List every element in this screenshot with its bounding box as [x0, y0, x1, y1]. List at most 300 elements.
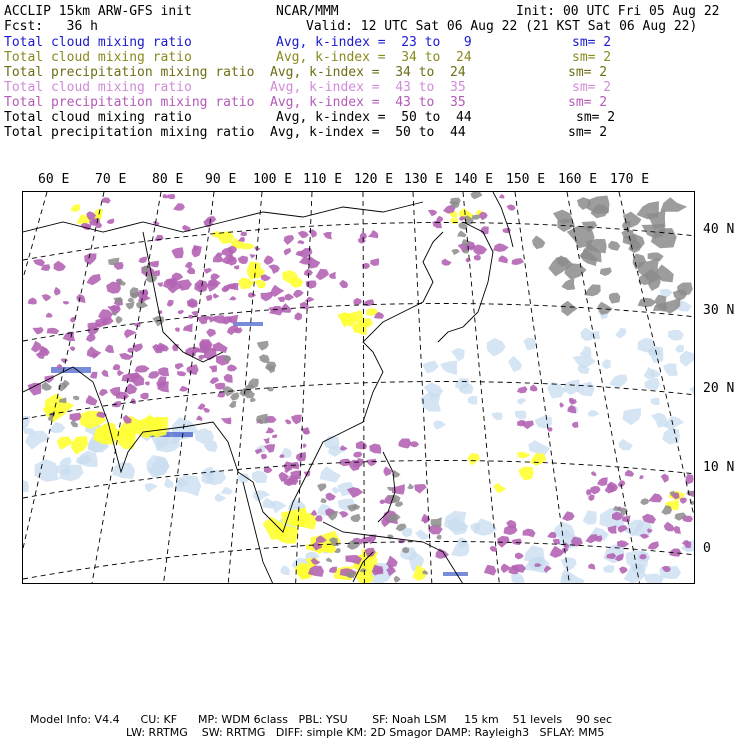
light-cloud-patch [553, 522, 574, 541]
gray-cloud-patch [394, 576, 401, 583]
field-sm: sm= 2 [576, 110, 616, 125]
gray-cloud-patch [73, 396, 79, 400]
purple-cloud-patch [227, 364, 237, 371]
purple-cloud-patch [261, 454, 268, 460]
purple-cloud-patch [183, 324, 193, 333]
gray-cloud-patch [660, 197, 687, 212]
purple-cloud-patch [588, 494, 594, 501]
purple-cloud-patch [208, 279, 221, 286]
purple-cloud-patch [139, 257, 147, 264]
purple-cloud-patch [268, 264, 280, 274]
purple-cloud-patch [221, 418, 231, 425]
purple-cloud-patch [639, 475, 643, 479]
purple-cloud-patch [84, 253, 96, 265]
gray-cloud-patch [152, 316, 164, 326]
purple-cloud-patch [240, 232, 247, 237]
plot-title: ACCLIP 15km ARW-GFS init [4, 4, 192, 19]
purple-cloud-patch [204, 268, 212, 274]
lon-label: 70 E [95, 172, 127, 187]
light-cloud-patch [23, 480, 29, 493]
gray-cloud-patch [116, 316, 123, 324]
purple-cloud-patch [213, 293, 220, 299]
gray-cloud-patch [320, 498, 327, 503]
field-avg: Avg, k-index = 43 to 35 [270, 95, 466, 110]
purple-cloud-patch [99, 389, 108, 396]
light-cloud-patch [415, 529, 430, 539]
model-info-line1: Model Info: V4.4 CU: KF MP: WDM 6class PBL: YSU SF: Noah LSM 15 km 51 levels 90 sec [30, 713, 613, 726]
purple-cloud-patch [46, 313, 53, 318]
purple-cloud-patch [508, 566, 519, 575]
purple-cloud-patch [619, 566, 628, 574]
meridian [363, 192, 364, 584]
field-sm: sm= 2 [572, 80, 612, 95]
purple-cloud-patch [187, 364, 199, 375]
lon-label: 170 E [610, 172, 650, 187]
purple-cloud-patch [398, 439, 412, 449]
light-cloud-patch [615, 328, 626, 339]
purple-cloud-patch [284, 248, 292, 256]
purple-cloud-patch [326, 493, 336, 501]
lat-label: 30 N [703, 303, 735, 318]
purple-cloud-patch [264, 444, 275, 453]
yellow-cloud-patch [254, 280, 266, 289]
gray-cloud-patch [257, 341, 269, 351]
purple-cloud-patch [285, 419, 292, 424]
light-cloud-patch [252, 470, 267, 483]
purple-cloud-patch [175, 327, 180, 331]
gray-cloud-patch [317, 484, 326, 492]
gray-cloud-patch [326, 558, 332, 563]
purple-cloud-patch [368, 230, 378, 238]
purple-cloud-patch [547, 532, 556, 538]
light-cloud-patch [440, 361, 457, 376]
lat-label: 10 N [703, 460, 735, 475]
purple-cloud-patch [339, 511, 349, 518]
field-avg: Avg, k-index = 34 to 24 [276, 50, 472, 65]
field-name: Total cloud mixing ratio [4, 50, 192, 65]
purple-cloud-patch [329, 272, 336, 279]
center-label: NCAR/MMM [276, 4, 339, 19]
purple-cloud-patch [625, 470, 634, 477]
light-cloud-patch [517, 398, 526, 405]
lon-label: 120 E [354, 172, 394, 187]
purple-cloud-patch [199, 355, 206, 361]
gray-cloud-patch [451, 249, 460, 255]
purple-cloud-patch [158, 282, 164, 287]
light-cloud-patch [561, 557, 577, 571]
purple-cloud-patch [591, 471, 597, 476]
purple-cloud-patch [617, 540, 629, 547]
purple-cloud-patch [414, 484, 426, 493]
purple-cloud-patch [187, 298, 198, 308]
purple-cloud-patch [664, 522, 675, 532]
purple-cloud-patch [249, 254, 256, 259]
light-cloud-patch [573, 355, 596, 368]
purple-cloud-patch [550, 546, 565, 558]
lon-label: 80 E [152, 172, 184, 187]
purple-cloud-patch [54, 287, 61, 296]
light-cloud-patch [422, 361, 439, 374]
gray-cloud-patch [41, 382, 52, 391]
purple-cloud-patch [562, 511, 575, 521]
purple-cloud-patch [172, 247, 184, 258]
gray-cloud-patch [457, 231, 467, 238]
field-sm: sm= 2 [568, 125, 608, 140]
purple-cloud-patch [105, 345, 114, 353]
purple-cloud-patch [277, 296, 285, 302]
yellow-cloud-patch [493, 483, 506, 494]
purple-cloud-patch [238, 256, 248, 265]
light-cloud-patch [451, 348, 464, 361]
light-cloud-patch [619, 439, 633, 451]
purple-cloud-patch [63, 301, 70, 304]
purple-cloud-patch [370, 258, 379, 266]
light-cloud-patch [602, 359, 611, 369]
purple-cloud-patch [316, 269, 330, 280]
light-cloud-patch [523, 338, 536, 351]
light-cloud-patch [433, 420, 446, 430]
purple-cloud-patch [297, 240, 304, 244]
purple-cloud-patch [134, 365, 149, 372]
light-cloud-patch [444, 511, 467, 532]
model-info-line2: LW: RRTMG SW: RRTMG DIFF: simple KM: 2D Smagor DAMP: Rayleigh3 SFLAY: MM5 [126, 726, 605, 739]
light-cloud-patch [579, 346, 591, 357]
purple-cloud-patch [353, 452, 362, 458]
purple-cloud-patch [102, 370, 109, 377]
purple-cloud-patch [206, 295, 212, 301]
lon-label: 130 E [404, 172, 444, 187]
purple-cloud-patch [178, 310, 184, 315]
purple-cloud-patch [567, 405, 576, 413]
purple-cloud-patch [303, 443, 307, 448]
yellow-cloud-patch [517, 452, 531, 459]
init-time: Init: 00 UTC Fri 05 Aug 22 [516, 4, 720, 19]
light-cloud-patch [644, 367, 655, 379]
purple-cloud-patch [110, 387, 121, 397]
purple-cloud-patch [466, 258, 472, 263]
forecast-hour: Fcst: 36 h [4, 19, 98, 34]
purple-cloud-patch [70, 346, 76, 351]
light-cloud-patch [651, 413, 667, 428]
purple-cloud-patch [57, 364, 62, 369]
valid-time: Valid: 12 UTC Sat 06 Aug 22 (21 KST Sat 06 Aug 22) [306, 19, 698, 34]
purple-cloud-patch [559, 402, 564, 408]
purple-cloud-patch [261, 274, 271, 281]
field-name: Total cloud mixing ratio [4, 80, 192, 95]
purple-cloud-patch [145, 381, 150, 385]
light-cloud-patch [221, 487, 233, 495]
gray-cloud-patch [126, 301, 135, 309]
purple-cloud-patch [298, 231, 309, 239]
purple-cloud-patch [196, 415, 202, 421]
purple-cloud-patch [119, 353, 134, 360]
gray-cloud-patch [407, 483, 414, 489]
light-cloud-patch [280, 565, 290, 575]
purple-cloud-patch [113, 364, 121, 370]
purple-cloud-patch [206, 329, 216, 338]
purple-cloud-patch [293, 290, 304, 298]
purple-cloud-patch [474, 255, 481, 261]
purple-cloud-patch [158, 367, 169, 376]
purple-cloud-patch [498, 255, 508, 263]
gray-cloud-patch [600, 267, 612, 276]
lon-label: 90 E [205, 172, 237, 187]
coastline [23, 232, 443, 532]
purple-cloud-patch [61, 358, 69, 363]
gray-cloud-patch [584, 284, 601, 296]
meridian [92, 192, 161, 584]
purple-cloud-patch [673, 526, 681, 534]
purple-cloud-patch [173, 203, 185, 211]
light-cloud-patch [474, 518, 497, 536]
gray-cloud-patch [229, 401, 237, 408]
purple-cloud-patch [339, 280, 348, 288]
purple-cloud-patch [264, 255, 274, 265]
purple-cloud-patch [512, 258, 525, 265]
purple-cloud-patch [481, 226, 489, 234]
yellow-cloud-patch [468, 453, 480, 466]
light-cloud-patch [48, 422, 65, 433]
purple-cloud-patch [185, 347, 196, 356]
purple-cloud-patch [90, 372, 97, 379]
light-cloud-patch [515, 410, 527, 419]
field-name: Total precipitation mixing ratio [4, 125, 255, 140]
lat-label: 0 [703, 541, 711, 556]
purple-cloud-patch [648, 493, 662, 502]
purple-cloud-patch [530, 385, 538, 392]
lon-label: 160 E [558, 172, 598, 187]
purple-cloud-patch [87, 346, 102, 357]
field-sm: sm= 2 [572, 50, 612, 65]
yellow-cloud-patch [518, 467, 533, 481]
purple-cloud-patch [493, 243, 509, 252]
purple-cloud-patch [680, 498, 687, 504]
light-cloud-patch [622, 408, 641, 425]
field-sm: sm= 2 [568, 95, 608, 110]
light-cloud-patch [609, 375, 627, 389]
light-cloud-patch [487, 338, 506, 357]
purple-cloud-patch [347, 487, 363, 498]
yellow-cloud-patch [282, 270, 298, 283]
purple-cloud-patch [265, 427, 274, 433]
field-avg: Avg, k-index = 43 to 35 [270, 80, 466, 95]
light-cloud-patch [468, 396, 478, 405]
yellow-cloud-patch [352, 322, 367, 335]
purple-cloud-patch [224, 374, 233, 383]
purple-cloud-patch [515, 553, 524, 560]
gray-cloud-patch [553, 210, 572, 224]
purple-cloud-patch [329, 567, 337, 573]
gray-cloud-patch [250, 398, 256, 402]
purple-cloud-patch [553, 539, 560, 545]
gray-cloud-patch [661, 505, 672, 515]
purple-cloud-patch [177, 371, 186, 376]
light-cloud-patch [34, 459, 58, 482]
gray-cloud-patch [387, 487, 393, 491]
purple-cloud-patch [306, 281, 317, 289]
purple-cloud-patch [210, 377, 220, 384]
field-avg: Avg, k-index = 34 to 24 [270, 65, 466, 80]
gray-cloud-patch [608, 241, 620, 251]
gray-cloud-patch [351, 514, 361, 522]
purple-cloud-patch [28, 298, 37, 305]
purple-cloud-patch [264, 467, 273, 474]
purple-cloud-patch [572, 422, 579, 428]
purple-cloud-patch [234, 265, 239, 269]
purple-cloud-patch [131, 398, 136, 404]
light-cloud-patch [508, 356, 522, 372]
purple-cloud-patch [442, 259, 452, 266]
light-cloud-patch [175, 475, 202, 496]
purple-cloud-patch [523, 529, 536, 538]
purple-cloud-patch [101, 197, 110, 203]
purple-cloud-patch [248, 292, 256, 298]
light-cloud-patch [145, 483, 158, 493]
purple-cloud-patch [175, 363, 184, 370]
purple-cloud-patch [392, 484, 405, 495]
coastline [493, 192, 513, 247]
light-cloud-patch [651, 398, 660, 405]
purple-cloud-patch [209, 365, 217, 372]
purple-cloud-patch [227, 325, 239, 335]
purple-cloud-patch [32, 327, 43, 335]
purple-cloud-patch [107, 218, 115, 224]
lon-label: 100 E [253, 172, 293, 187]
light-cloud-patch [491, 412, 502, 420]
lon-label: 60 E [38, 172, 70, 187]
purple-cloud-patch [356, 441, 367, 450]
purple-cloud-patch [272, 434, 278, 438]
purple-cloud-patch [304, 297, 314, 302]
lon-label: 150 E [506, 172, 546, 187]
field-avg: Avg, k-index = 50 to 44 [270, 125, 466, 140]
purple-cloud-patch [323, 232, 332, 239]
light-cloud-patch [588, 410, 599, 417]
purple-cloud-patch [354, 298, 363, 306]
light-cloud-patch [676, 345, 685, 353]
light-cloud-patch [644, 378, 660, 391]
gray-cloud-patch [437, 535, 442, 540]
yellow-cloud-patch [71, 436, 88, 455]
field-avg: Avg, k-index = 50 to 44 [276, 110, 472, 125]
yellow-cloud-patch [212, 231, 224, 238]
purple-cloud-patch [506, 204, 515, 210]
purple-cloud-patch [512, 539, 523, 546]
purple-cloud-patch [86, 395, 98, 406]
purple-cloud-patch [590, 486, 600, 495]
blue-cloud-streak [233, 322, 263, 326]
purple-cloud-patch [291, 415, 302, 425]
light-cloud-patch [215, 493, 227, 502]
field-name: Total precipitation mixing ratio [4, 65, 255, 80]
yellow-cloud-patch [530, 453, 546, 466]
gray-cloud-patch [128, 298, 135, 303]
gray-cloud-patch [640, 498, 649, 505]
yellow-cloud-patch [57, 437, 73, 450]
meridian [163, 192, 214, 584]
yellow-cloud-patch [239, 278, 255, 290]
purple-cloud-patch [366, 459, 376, 467]
purple-cloud-patch [284, 235, 294, 245]
purple-cloud-patch [517, 386, 528, 393]
purple-cloud-patch [54, 261, 66, 272]
purple-cloud-patch [203, 408, 210, 413]
purple-cloud-patch [661, 474, 669, 483]
purple-cloud-patch [369, 444, 381, 454]
gray-cloud-patch [561, 301, 578, 317]
light-cloud-patch [603, 565, 614, 573]
purple-cloud-patch [586, 489, 591, 495]
light-cloud-patch [164, 478, 174, 489]
purple-cloud-patch [42, 294, 52, 301]
purple-cloud-patch [167, 300, 174, 307]
light-cloud-patch [668, 330, 684, 341]
purple-cloud-patch [428, 210, 438, 217]
purple-cloud-patch [47, 328, 60, 334]
gray-cloud-patch [471, 192, 483, 199]
gray-cloud-patch [638, 298, 657, 307]
purple-cloud-patch [380, 499, 386, 504]
field-name: Total cloud mixing ratio [4, 110, 192, 125]
gray-cloud-layer [41, 192, 694, 583]
purple-cloud-patch [436, 548, 450, 558]
purple-cloud-patch [484, 565, 497, 576]
purple-cloud-patch [197, 316, 207, 324]
lat-label: 20 N [703, 381, 735, 396]
purple-cloud-patch [167, 194, 175, 199]
map-canvas [23, 192, 695, 584]
field-avg: Avg, k-index = 23 to 9 [276, 35, 472, 50]
purple-cloud-patch [284, 294, 294, 301]
lon-label: 140 E [454, 172, 494, 187]
purple-cloud-patch [140, 393, 149, 400]
purple-cloud-patch [86, 274, 101, 285]
field-sm: sm= 2 [572, 35, 612, 50]
purple-cloud-patch [410, 441, 419, 447]
purple-cloud-patch [179, 386, 189, 392]
light-cloud-patch [147, 455, 170, 478]
purple-cloud-patch [172, 344, 179, 351]
purple-cloud-patch [263, 438, 269, 444]
field-name: Total precipitation mixing ratio [4, 95, 255, 110]
map-panel [22, 191, 695, 584]
purple-cloud-patch [148, 371, 159, 379]
purple-cloud-patch [295, 312, 303, 320]
lon-label: 110 E [303, 172, 343, 187]
light-cloud-patch [663, 363, 678, 376]
gray-cloud-patch [561, 279, 575, 290]
gray-cloud-patch [259, 354, 270, 363]
gray-cloud-patch [112, 312, 117, 315]
gray-cloud-patch [267, 387, 273, 392]
purple-cloud-patch [229, 296, 236, 300]
light-cloud-patch [680, 351, 695, 367]
purple-cloud-patch [499, 194, 504, 199]
gray-cloud-patch [532, 236, 545, 250]
purple-cloud-patch [308, 229, 317, 238]
light-cloud-patch [583, 510, 597, 524]
light-cloud-patch [320, 466, 341, 482]
purple-cloud-patch [588, 563, 595, 569]
lat-label: 40 N [703, 222, 735, 237]
light-cloud-patch [535, 416, 552, 428]
gray-cloud-patch [136, 301, 148, 309]
gray-cloud-patch [609, 293, 620, 304]
purple-cloud-patch [597, 477, 608, 486]
light-cloud-patch [195, 428, 214, 444]
purple-cloud-patch [33, 259, 45, 266]
field-sm: sm= 2 [568, 65, 608, 80]
